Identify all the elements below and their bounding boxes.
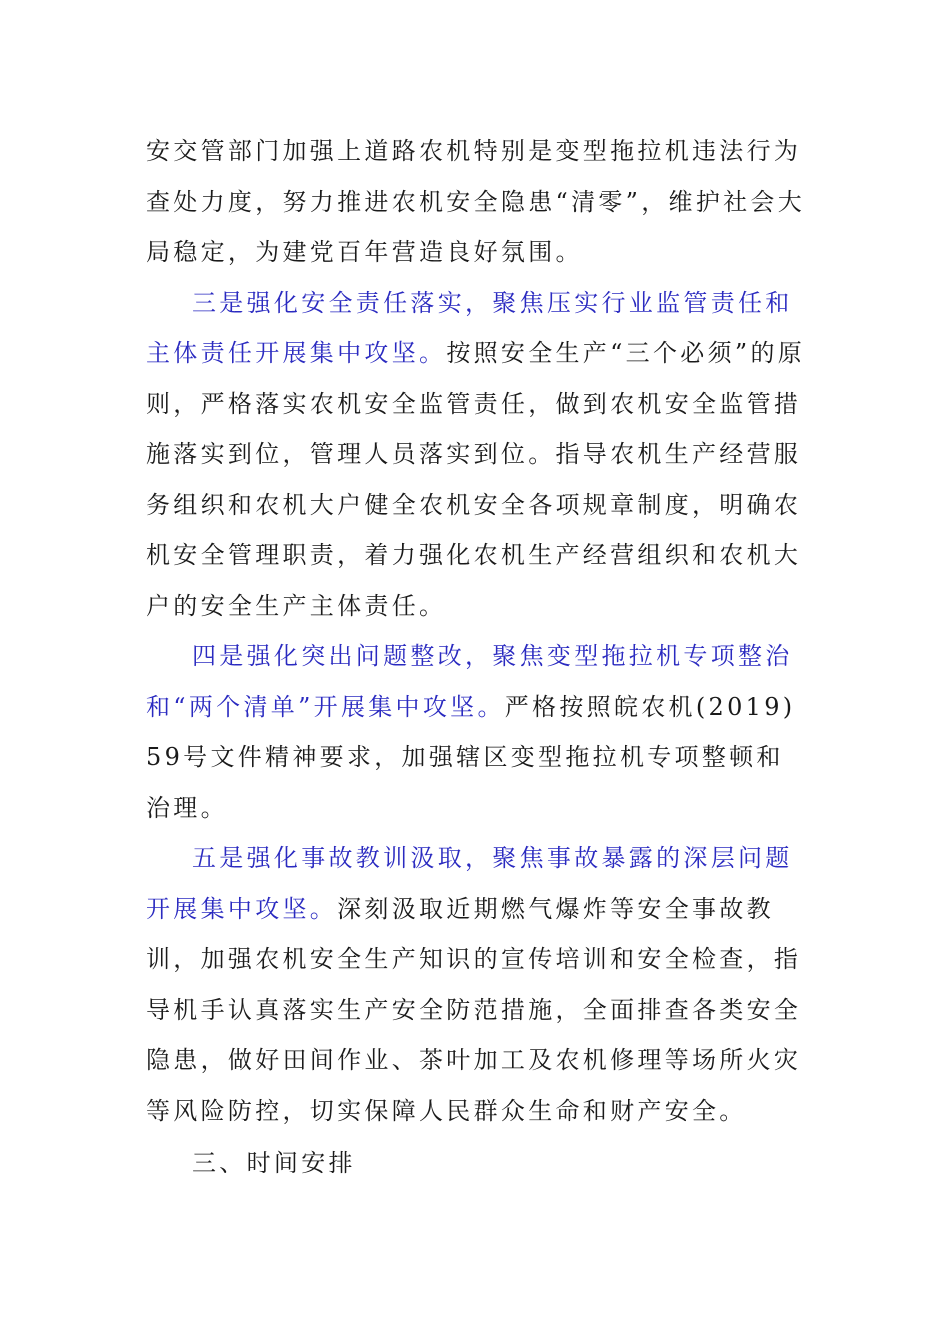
paragraph-five [146,833,806,1136]
paragraph-continuation: 安交管部门加强上道路农机特别是变型拖拉机违法行为查处力度，努力推进农机安全隐患“清零”，维护社会大局稳定，为建党百年营造良好氛围。 [146,137,806,266]
paragraph-three-heading: 三是强化安全责任落实，聚焦压实行业监管责任和主体责任开展集中攻坚。 [146,288,793,367]
paragraph-three-body: 按照安全生产“三个必须”的原则，严格落实农机安全监管责任，做到农机安全监管措施落实到位，管理人员落实到位。指导农机生产经营服务组织和农机大户健全农机安全各项规章制度，明确农机安全管理职责，着力强化农机生产经营组织和农机大户的安全生产主体责任。 [146,339,806,620]
paragraph-four-heading: 四是强化突出问题整改，聚焦变型拖拉机专项整治和“两个清单”开展集中攻坚。 [146,642,793,721]
paragraph-five-heading: 五是强化事故教训汲取，聚焦事故暴露的深层问题开展集中攻坚。 [146,844,793,923]
paragraph-five-body: 深刻汲取近期燃气爆炸等安全事故教训，加强农机安全生产知识的宣传培训和安全检查，指导机手认真落实生产安全防范措施，全面排查各类安全隐患，做好田间作业、茶叶加工及农机修理等场所火灾等风险防控，切实保障人民群众生命和财产安全。 [146,894,802,1125]
document-body [146,126,806,1189]
paragraph-four [146,631,806,833]
paragraph-four-body: 严格按照皖农机(2019)59号文件精神要求，加强辖区变型拖拉机专项整顿和治理。 [146,692,796,822]
paragraph-three [146,278,806,632]
section-heading-time-schedule: 三、时间安排 [192,1149,356,1177]
